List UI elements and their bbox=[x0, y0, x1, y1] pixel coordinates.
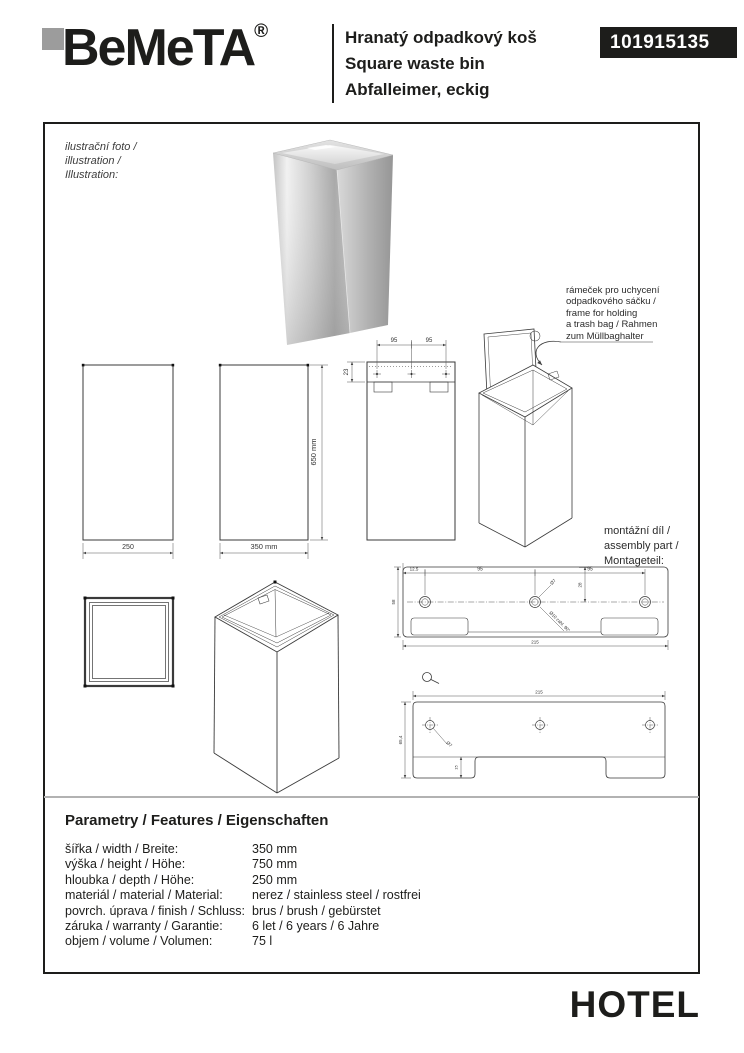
assembly-note-line: assembly part / bbox=[604, 540, 679, 552]
illustration-label bbox=[65, 140, 137, 182]
dim-front-width: 350 mm bbox=[250, 542, 278, 551]
param-row-width bbox=[65, 842, 625, 857]
frame-note-line: frame for holding bbox=[566, 307, 638, 319]
param-row-height bbox=[65, 857, 625, 872]
illustration-label-line: illustration / bbox=[65, 155, 121, 167]
assembly-note-line: montážní díl / bbox=[604, 525, 671, 537]
product-titles bbox=[345, 25, 595, 103]
dim-p1-pitch-a: 95 bbox=[477, 566, 483, 573]
param-label: hloubka / depth / Höhe: bbox=[65, 872, 195, 887]
mounting-hole-markers bbox=[373, 370, 450, 378]
parameters-heading: Parametry / Features / Eigenschaften bbox=[65, 812, 329, 829]
brand-square-icon bbox=[42, 28, 64, 50]
frame-note-line: a trash bag / Rahmen bbox=[566, 319, 658, 331]
param-value: 750 mm bbox=[252, 857, 298, 872]
dim-p2-length: 215 bbox=[535, 689, 543, 695]
top-view-drawing bbox=[84, 597, 175, 688]
dim-p2-height: 65,4 bbox=[398, 735, 403, 745]
dim-p1-edge: 12.5 bbox=[409, 566, 419, 572]
section-divider bbox=[44, 796, 699, 798]
param-label: objem / volume / Volumen: bbox=[65, 934, 213, 949]
registered-mark: ® bbox=[254, 21, 269, 42]
param-row-warranty bbox=[65, 919, 625, 934]
dim-p1-hole: Ø7 bbox=[549, 578, 557, 586]
param-label: šířka / width / Breite: bbox=[65, 842, 179, 856]
dim-p2-foot: 15 bbox=[453, 765, 459, 770]
param-value: 350 mm bbox=[252, 842, 298, 856]
frame-note-line: zum Müllbaghalter bbox=[566, 330, 644, 342]
product-title-de: Abfalleimer, eckig bbox=[345, 80, 490, 99]
dim-pitch-b: 95 bbox=[425, 338, 433, 344]
header-divider bbox=[332, 24, 334, 103]
product-title-en: Square waste bin bbox=[345, 54, 485, 73]
plate-top-view-drawing bbox=[391, 563, 668, 650]
param-value: nerez / stainless steel / rostfrei bbox=[252, 888, 421, 903]
param-value: brus / brush / gebürstet bbox=[252, 903, 381, 918]
param-label: povrch. úprava / finish / Schluss: bbox=[65, 903, 245, 918]
product-title-cs: Hranatý odpadkový koš bbox=[345, 28, 537, 47]
dim-p1-length: 215 bbox=[531, 639, 539, 645]
open-lid-3d-drawing bbox=[479, 329, 653, 547]
param-value: 75 l bbox=[252, 934, 273, 949]
brand-logo bbox=[62, 18, 268, 78]
collection-name: HOTEL bbox=[569, 984, 700, 1025]
frame-note-line: rámeček pro uchycení bbox=[566, 285, 660, 296]
front-view-drawing bbox=[219, 364, 328, 559]
param-label: záruka / warranty / Garantie: bbox=[65, 919, 223, 934]
illustration-label-line: ilustrační foto / bbox=[65, 141, 137, 153]
product-code-badge: 101915135 bbox=[600, 27, 737, 58]
dim-front-height: 650 mm bbox=[309, 438, 318, 466]
param-value: 6 let / 6 years / 6 Jahre bbox=[252, 919, 380, 934]
param-label: materiál / material / Material: bbox=[65, 888, 223, 903]
param-row-material bbox=[65, 888, 625, 903]
param-label: výška / height / Höhe: bbox=[65, 857, 186, 872]
parameters-section bbox=[65, 812, 625, 950]
illustration-label-line: Illustration: bbox=[65, 169, 119, 181]
dim-p1-pitch-b: 95 bbox=[587, 566, 593, 573]
side-view-drawing bbox=[82, 364, 174, 559]
waste-bin-photo bbox=[273, 140, 393, 345]
brand-name: BeMeTA bbox=[62, 19, 255, 77]
dim-p1-height: 58 bbox=[391, 599, 396, 605]
param-row-depth bbox=[65, 873, 625, 888]
frame-front-view-drawing bbox=[344, 338, 455, 540]
dim-plate-offset: 23 bbox=[344, 368, 350, 376]
frame-note-arrow bbox=[536, 341, 561, 365]
param-value: 250 mm bbox=[252, 872, 298, 887]
param-row-finish bbox=[65, 904, 625, 919]
plate-profile-view-drawing bbox=[398, 673, 665, 779]
dim-side-width: 250 bbox=[122, 544, 134, 551]
frame-note-line: odpadkového sáčku / bbox=[566, 296, 656, 308]
assembly-note-line: Montageteil: bbox=[604, 555, 664, 567]
technical-drawings bbox=[43, 325, 700, 803]
dim-p2-hole: Ø7 bbox=[445, 740, 454, 748]
datum-symbol bbox=[423, 673, 432, 682]
param-row-volume bbox=[65, 934, 625, 949]
bin-3d-wireframe-drawing bbox=[214, 581, 339, 794]
dim-p1-center: 28 bbox=[577, 582, 583, 588]
dim-p1-csk: Ø10 zahl. 90° bbox=[548, 610, 572, 634]
dim-pitch-a: 95 bbox=[390, 338, 398, 344]
